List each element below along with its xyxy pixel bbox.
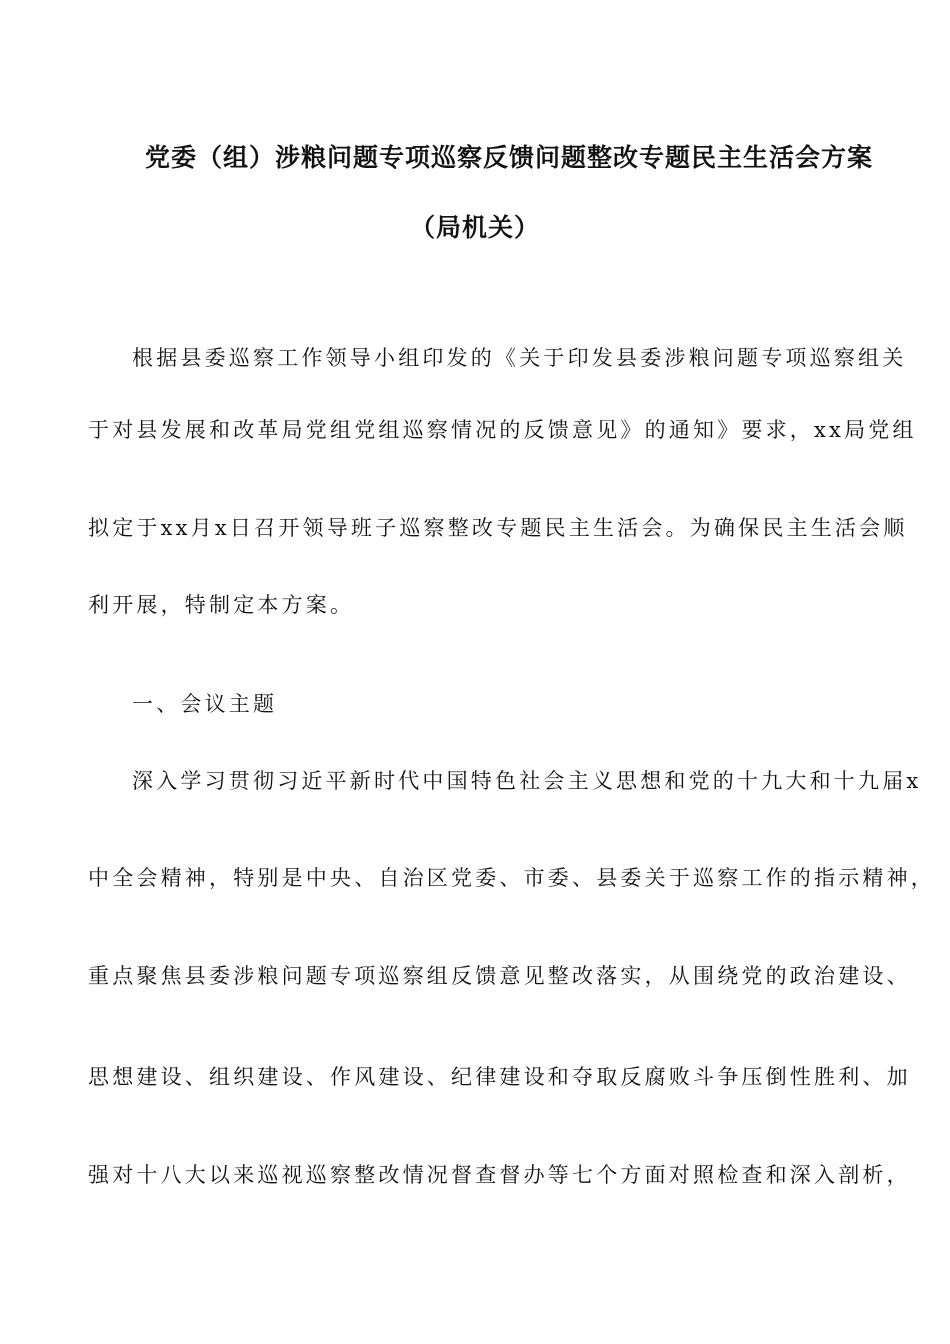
paragraph-line: 中全会精神，特别是中央、自治区党委、市委、县委关于巡察工作的指示精神， — [88, 866, 935, 890]
paragraph-line: 思想建设、组织建设、作风建设、纪律建设和夺取反腐败斗争压倒性胜利、加 — [88, 1065, 911, 1089]
paragraph-line: 利开展，特制定本方案。 — [88, 593, 355, 617]
paragraph-line: 拟定于xx月x日召开领导班子巡察整改专题民主生活会。为确保民主生活会顺 — [88, 516, 908, 540]
section-heading: 一、会议主题 — [132, 692, 278, 716]
document-title: 党委（组）涉粮问题专项巡察反馈问题整改专题民主生活会方案 — [145, 143, 874, 172]
document-subtitle: （局机关） — [409, 213, 540, 242]
paragraph-line: 深入学习贯彻习近平新时代中国特色社会主义思想和党的十九大和十九届x — [132, 769, 922, 793]
paragraph-line: 于对县发展和改革局党组党组巡察情况的反馈意见》的通知》要求，xx局党组 — [88, 418, 917, 442]
paragraph-line: 根据县委巡察工作领导小组印发的《关于印发县委涉粮问题专项巡察组关 — [132, 346, 907, 370]
paragraph-line: 重点聚焦县委涉粮问题专项巡察组反馈意见整改落实，从围绕党的政治建设、 — [88, 964, 911, 988]
paragraph-line: 强对十八大以来巡视巡察整改情况督查督办等七个方面对照检查和深入剖析， — [88, 1163, 911, 1187]
